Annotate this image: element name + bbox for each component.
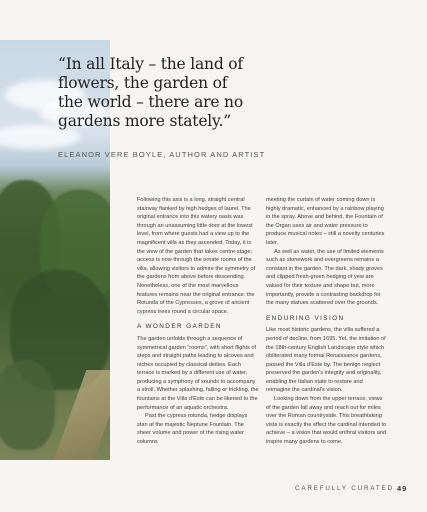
body-paragraph: Following this axis is a long, straight central stairway flanked by high hedges of laurel. The original entrance into this watery oasis was through an unassuming little door at the lowest level, from where guests had a view up to the magnificent villa as they ascended. Today, it is the view of the garden that takes centre-stage; access is now through the ornate rooms of the villa, allowing visitors to admire the symmetry of the gardens from above before descending. Nonetheless, one of the most marvellous features remains near the original entrance: the Rotunda of the Cypresses, a grove of ancient cypress trees round a circular space. (137, 197, 256, 315)
section-heading: A WONDER GARDEN (137, 323, 222, 331)
pull-quote (58, 55, 278, 131)
quote-attribution: ELEANOR VERE BOYLE, AUTHOR AND ARTIST (58, 150, 266, 159)
body-paragraph: Looking down from the upper terrace, views of the garden fall away and reach out for miles over the Roman countryside. This breathtaking vista is exactly the effect the cardinal intended to achieve – a vision that would enthral visitors and inspire many gardens to come. (266, 396, 387, 446)
quote-line: the world – there are no (58, 93, 243, 111)
body-paragraph: As well as water, the use of limited elements such as stonework and evergreens remains a constant in the garden. The dark, shady groves and clipped fresh-green hedging of yew are valued for their texture and shape but, more importantly, provide a contrasting backdrop for the many statues scattered over the grounds. (266, 248, 384, 307)
body-paragraph: The garden unfolds through a sequence of symmetrical garden “rooms”, with short flights of steps and straight paths leading to alcoves and niches occupied by classical deities. Each terrace is marked by a different use of water, producing a symphony of sounds to accompany a stroll. Whether splashing, falling or trickling, the fountains at the Villa d’Este can be likened to the performance of an aquatic orchestra. (137, 335, 259, 411)
body-paragraph: Like most historic gardens, the villa suffered a period of decline, from 1695. Yet, the imitation of the 18th-century English Landscape style which obliterated many formal Renaissance gardens, passed the Villa d’Este by. The benign neglect preserved the garden’s integrity and originality, enabling the Italian state to restore and reimagine the cardinal’s vision. (266, 327, 386, 394)
quote-line: “In all Italy – the land of (58, 55, 243, 73)
quote-line: flowers, the garden of (58, 74, 228, 92)
article-column-left (137, 196, 259, 447)
article-column-right (266, 196, 388, 447)
body-paragraph: Past the cypress rotunda, hedge displays stan at the majestic Neptune Fountain. The sheer volume and power of the rising water columns (137, 413, 248, 446)
body-paragraph: meeting the curtain of water coming down is highly dramatic, enhanced by a rainbow playing in the spray. Above and behind, the Fountain of the Organ uses air and water pressure to produce musical notes – still a novelty centuries later. (266, 197, 385, 246)
quote-line: gardens more stately.” (58, 112, 232, 130)
section-heading: ENDURING VISION (266, 314, 345, 322)
page-number: 49 (397, 484, 408, 493)
running-footer: CAREFULLY CURATED (295, 485, 394, 492)
